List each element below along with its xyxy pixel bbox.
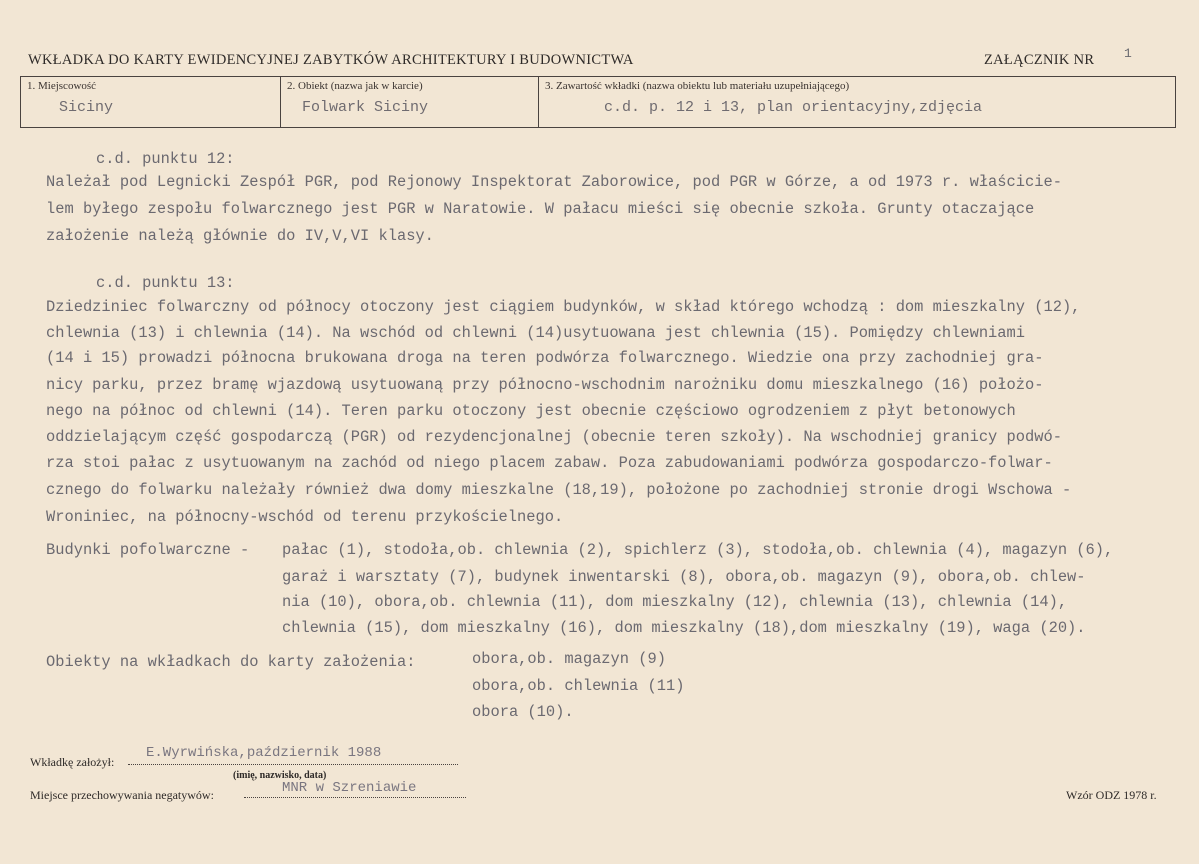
form-code: Wzór ODZ 1978 r. [1066,788,1157,802]
founder-subcaption: (imię, nazwisko, data) [233,770,327,781]
field-content [539,77,1175,127]
section-13-line: cznego do folwarku należały również dwa domy mieszkalne (18,19), położone po zachodniej stronie drogi Wschowa - [46,481,1072,499]
buildings-line: nia (10), obora,ob. chlewnia (11), dom mieszkalny (12), chlewnia (13), chlewnia (14), [282,593,1068,611]
object-label: 2. Obiekt (nazwa jak w karcie) [287,80,423,92]
section-13-line: nicy parku, przez bramę wjazdową usytuowaną przy północno-wschodnim narożniku domu mieszkalnego (16) położo- [46,376,1044,394]
section-13-line: chlewnia (13) i chlewnia (14). Na wschód od chlewni (14)usytuowana jest chlewnia (15). Pomiędzy chlewniami [46,324,1026,342]
storage-label: Miejsce przechowywania negatywów: [30,788,214,802]
place-label: 1. Miejscowość [27,80,97,92]
objects-line: obora,ob. chlewnia (11) [472,677,685,695]
field-place [21,77,281,127]
buildings-line: pałac (1), stodoła,ob. chlewnia (2), spichlerz (3), stodoła,ob. chlewnia (4), magazyn (6), [282,541,1114,559]
object-value: Folwark Siciny [302,99,429,116]
annex-label: ZAŁĄCZNIK NR [984,52,1095,68]
founder-label: Wkładkę założył: [30,755,115,769]
section-12-line: założenie należą głównie do IV,V,VI klasy. [46,227,434,245]
section-13-line: Wroniniec, na północny-wschód od terenu przykościelnego. [46,508,564,526]
field-object [281,77,539,127]
section-12-line: lem byłego zespołu folwarcznego jest PGR w Naratowie. W pałacu mieści się obecnie szkoła. Grunty otaczające [46,200,1035,218]
sheet-title: WKŁADKA DO KARTY EWIDENCYJNEJ ZABYTKÓW ARCHITEKTURY I BUDOWNICTWA [28,52,634,68]
founder-value: E.Wyrwińska,październik 1988 [146,745,382,761]
section-12-line: Należał pod Legnicki Zespół PGR, pod Rejonowy Inspektorat Zaborowice, pod PGR w Górze, a od 1973 r. właściciе- [46,173,1062,191]
buildings-label: Budynki pofolwarczne - [46,541,250,559]
storage-value: MNR w Szreniawie [282,780,417,796]
section-12-heading: c.d. punktu 12: [96,150,235,168]
section-13-line: nego na północ od chlewni (14). Teren parku otoczony jest obecnie częściowo ogrodzeniem z płyt betonowych [46,402,1016,420]
buildings-line: chlewnia (15), dom mieszkalny (16), dom mieszkalny (18),dom mieszkalny (19), waga (20). [282,619,1086,637]
objects-line: obora (10). [472,703,574,721]
content-value: c.d. p. 12 i 13, plan orientacyjny,zdjęcia [604,99,983,116]
founder-dotted-line [128,764,458,765]
fields-table [20,76,1176,128]
place-value: Siciny [59,99,114,116]
storage-dotted-line [244,797,466,798]
section-13-line: Dziedziniec folwarczny od północy otoczony jest ciągiem budynków, w skład którego wchodzą : dom mieszkalny (12), [46,298,1081,316]
section-13-line: (14 i 15) prowadzi północna brukowana droga na teren podwórza folwarcznego. Wiedzie ona przy zachodniej gra- [46,349,1044,367]
section-13-line: oddzielającym część gospodarczą (PGR) od rezydencjonalnej (obecnie teren szkoły). Na wschodniej granicy podwó- [46,428,1062,446]
annex-number: 1 [1124,46,1132,61]
content-label: 3. Zawartość wkładki (nazwa obiektu lub materiału uzupełniającego) [545,80,850,92]
objects-line: obora,ob. magazyn (9) [472,650,666,668]
objects-label: Obiekty na wkładkach do karty założenia: [46,653,416,671]
section-13-line: rza stoi pałac z usytuowanym na zachód od niego placem zabaw. Poza zabudowaniami podwórza gospodarczo-folwar- [46,454,1053,472]
section-13-heading: c.d. punktu 13: [96,274,235,292]
buildings-line: garaż i warsztaty (7), budynek inwentarski (8), obora,ob. magazyn (9), obora,ob. chlew- [282,568,1086,586]
